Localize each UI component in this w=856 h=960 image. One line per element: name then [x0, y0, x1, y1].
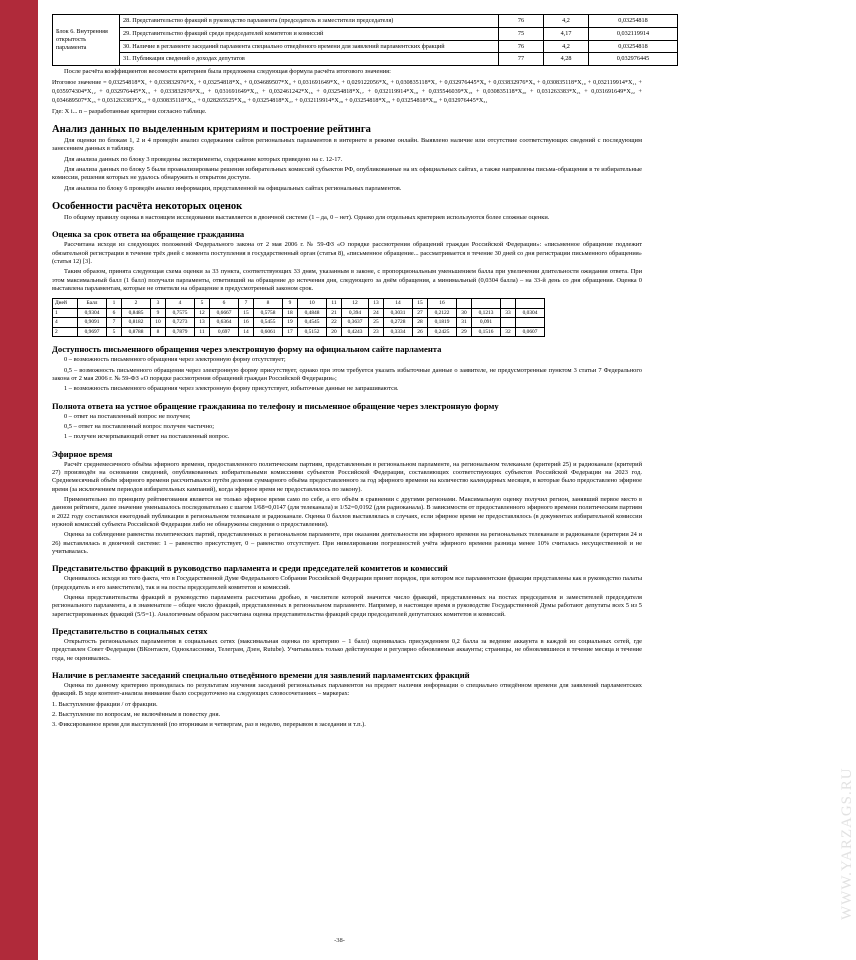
airtime-p2: Применительно по принципу рейтингования является не только эфирное время само по себе, а его объём в сравнении с другими регионами. Максимальную оценку получил регион, занявший первое место в данном рейтинге, далее значение уменьшалось последовательно с шагом 1/68=0,0147 (для телеканала) и 1/52=0,0192 (для радиоканала). В зависимости от предоставленного эфирного времени политическим партиям в 2022 году составлялся ежегодный публикации в региональном телеканале и радиоканале. Оценка 0 баллов выставлялась в случаях, если эфирное время не предоставлялось (в документах избирательной комиссии нужной комиссий субъекта Российской Федерации либо не обнаружены сведения о предоставлении).	[52, 495, 642, 528]
cell: 24	[369, 308, 384, 317]
block-label: Блок 6. Внутренняя открытость парламента	[53, 15, 120, 66]
cell: 21	[327, 308, 342, 317]
cell: 0,2122	[428, 308, 457, 317]
cell: 2	[53, 327, 78, 336]
cell: 0,697	[210, 327, 239, 336]
table-row	[53, 27, 678, 40]
cell: 0,9697	[78, 327, 107, 336]
cell: 0,3031	[384, 308, 413, 317]
cell: 0,9091	[78, 318, 107, 327]
left-color-band	[0, 0, 38, 960]
criterion-cell	[120, 27, 499, 40]
cell: 0,2425	[428, 327, 457, 336]
formula-note: Где: Х i... n – разработанные критерии согласно таблице.	[52, 107, 207, 115]
cell	[501, 299, 516, 308]
cell: 16	[428, 299, 457, 308]
cell: 32	[501, 327, 516, 336]
reglament-list-0: 1. Выступление фракции / от фракции.	[52, 700, 158, 708]
row-text: Представительство фракций в руководство парламента (председатель и заместители председателя)	[132, 17, 394, 24]
cell: 31	[457, 318, 472, 327]
cell: 13	[369, 299, 384, 308]
cell: 28	[413, 318, 428, 327]
reglament-p1: Оценка по данному критерию проводилась по результатам изучения заседаний региональных парламентов на предмет наличия информации о специально отведённом времени для заявлений парламентских фракций. В ходе контент-анализа внимание было сосредоточено на следующих словосочетаниях – маркерах:	[52, 681, 642, 698]
cell: 1	[107, 299, 122, 308]
cell: 0,1819	[428, 318, 457, 327]
cell: 14	[239, 327, 254, 336]
cell: 30	[457, 308, 472, 317]
cell: 18	[283, 308, 298, 317]
criteria-table	[52, 14, 678, 66]
cell: 13	[195, 318, 210, 327]
electronic-form-item-1: 0,5 – возможность письменного обращения через электронную форму присутствует, однако при этом требуется указать избыточные данные о заявителе, не предусмотренные пунктом 3 статьи 7 Федерального закона от 2 мая 2006 г. № 59-ФЗ «О порядке рассмотрения обращений граждан Российской Федерации»;	[52, 366, 642, 382]
cell: 6	[210, 299, 239, 308]
cell: 26	[413, 327, 428, 336]
cell: 0,5152	[298, 327, 327, 336]
cell: 8	[254, 299, 283, 308]
criterion-cell	[120, 53, 499, 66]
response-time-p1: Рассчитана исходя из следующих положений Федерального закона от 2 мая 2006 г. № 59-ФЗ «О порядке рассмотрения обращений граждан Российской Федерации»: «письменное обращение подлежит обязательной регистрации в течение трёх дней с момента поступления в государственный орган (статья 8), «письменное обращение... рассматривается в течение 30 дней со дня регистрации письменного обращения» (статья 12) [3].	[52, 241, 642, 266]
cell: 29	[457, 327, 472, 336]
table-row	[53, 308, 545, 317]
subsection-social-networks: Представительство в социальных сетях	[52, 625, 208, 636]
criterion-cell	[120, 15, 499, 28]
table-row	[53, 53, 678, 66]
analysis-p2: Для анализа данных по блоку 3 проведены эксперименты, содержание которых приведено на с. 12-17.	[64, 155, 343, 163]
value-1: 75	[499, 27, 544, 40]
subsection-answer-completeness: Полнота ответа на устное обращение гражданина по телефону и письменное обращение через электронную форму	[52, 400, 499, 411]
cell: 20	[327, 327, 342, 336]
cell: 0,7575	[166, 308, 195, 317]
row-text: Публикация сведений о доходах депутатов	[132, 55, 245, 63]
cell: 14	[384, 299, 413, 308]
cell: 12	[195, 308, 210, 317]
cell: 0,4848	[298, 308, 327, 317]
cell	[501, 318, 516, 327]
value-1: 77	[499, 53, 544, 66]
answer-item-0: 0 – ответ на поставленный вопрос не получен;	[64, 412, 191, 420]
page-content	[52, 14, 650, 730]
cell: 4	[53, 318, 78, 327]
subsection-faction-representation: Представительство фракций в руководство парламента и среди председателей комитетов и комиссий	[52, 563, 448, 574]
cell: 1	[53, 308, 78, 317]
cell: 0,4545	[298, 318, 327, 327]
criterion-cell	[120, 40, 499, 53]
cell: 12	[342, 299, 369, 308]
value-2: 4,28	[544, 53, 589, 66]
cell: 0,8485	[122, 308, 151, 317]
cell	[516, 318, 545, 327]
cell: 10	[298, 299, 327, 308]
response-time-p2: Таким образом, принята следующая схема оценки за 33 пункта, соответствующих 33 дням, указанным в законе, с пропорциональным уменьшением балла при увеличении длительности ожидания ответа. При этом максимальный балл (1 балл) получали парламенты, ответивший на обращение до истечения дня, следующего за днём обращения, а минимальный (0,0304 балла) – на 33-й день со дня обращения. Оценка 0 выставлена парламентам, которые не ответили на обращение в предусмотренный законом срок.	[52, 268, 642, 293]
cell: 6	[107, 308, 122, 317]
cell: 4	[166, 299, 195, 308]
page-number: -38-	[334, 937, 345, 944]
cell: 16	[239, 318, 254, 327]
cell: 0,7879	[166, 327, 195, 336]
airtime-p3: Оценка за соблюдение равенства политических партий, представленных в региональном парламенте, при оказании деятельности им эфирного времени на региональных телеканале и радиоканале (критерии 24 и 26) выставлялась в двоичной системе: 1 – равенство присутствует, 0 – равенство отсутствует. При нивелировании погрешностей учёта эфирного времени разница менее 10% считалась несущественной и не учитывалась.	[52, 531, 642, 555]
value-3: 0,03254818	[589, 15, 678, 28]
cell: 0,5758	[254, 308, 283, 317]
cell: 22	[327, 318, 342, 327]
value-2: 4,2	[544, 15, 589, 28]
cell: 0,7273	[166, 318, 195, 327]
subsection-reglament-time: Наличие в регламенте заседаний специально отведённого времени для заявлений парламентских фракций	[52, 669, 470, 680]
cell: 0,2728	[384, 318, 413, 327]
cell: 0,9304	[78, 308, 107, 317]
value-2: 4,2	[544, 40, 589, 53]
faction-p1: Оценивалось исходя из того факта, что в Государственной Думе Федерального Собрания Российской Федерации принят порядок, при котором все парламентские фракции представлены как в руководство палаты (председатель и его заместители), так и на посты председателей комитетов и комиссий.	[52, 575, 642, 591]
reglament-list-2: 3. Фиксированное время для выступлений (по вторникам и четвергам, раз в неделю, перерывом в заседании и т.п.).	[52, 721, 366, 729]
cell: 11	[327, 299, 342, 308]
cell: 0,6364	[210, 318, 239, 327]
cell: 15	[239, 308, 254, 317]
subsection-airtime: Эфирное время	[52, 448, 113, 459]
cell: 23	[369, 327, 384, 336]
reglament-list-1: 2. Выступление по вопросам, не включённым в повестку дня.	[52, 710, 221, 718]
table-row	[53, 318, 545, 327]
cell: 9	[151, 308, 166, 317]
cell	[457, 299, 472, 308]
cell: 2	[122, 299, 151, 308]
electronic-form-item-0: 0 – возможность письменного обращения через электронную форму отсутствует;	[64, 356, 286, 364]
cell: 0,1516	[472, 327, 501, 336]
cell: 0,8788	[122, 327, 151, 336]
faction-p2: Оценка представительства фракций в руководство парламента рассчитана дробью, в числителе которой значится число фракций, представленных на постах председателя и заместителей председателя регионального парламента, а в знаменателе – общее число фракций, представленных в региональном парламенте. Например, в настоящее время в руководстве Государственной Думы работают депутаты всех 5 из 5 зарегистрированных фракций (5/5=1). Аналогичным образом рассчитана оценка представительства фракций среди председателей депутатских комитетов и комиссий.	[52, 593, 642, 618]
cell: 0,3334	[384, 327, 413, 336]
features-p1: По общему правилу оценка в настоящем исследовании выставляется в двоичной системе (1 – да, 0 – нет). Однако для отдельных критериев используются более сложные оценки.	[64, 214, 550, 222]
section-title-analysis: Анализ данных по выделенным критериям и построение рейтинга	[52, 124, 371, 136]
analysis-p1: Для оценки по блокам 1, 2 и 4 проведён анализ содержания сайтов региональных парламентов в интернете в режиме онлайн. Выявлено наличие или отсутствие соответствующих сведений с последующим занесением данных в таблицу.	[52, 137, 642, 153]
cell: 5	[107, 327, 122, 336]
section-title-features: Особенности расчёта некоторых оценок	[52, 201, 243, 213]
cell: Балл	[78, 299, 107, 308]
subsection-electronic-form: Доступность письменного обращения через электронную форму на официальном сайте парламента	[52, 344, 442, 355]
value-3: 0,032976445	[589, 53, 678, 66]
cell: 27	[413, 308, 428, 317]
cell: 19	[283, 318, 298, 327]
cell: 17	[283, 327, 298, 336]
cell: 33	[501, 308, 516, 317]
value-3: 0,03254818	[589, 40, 678, 53]
cell: 7	[239, 299, 254, 308]
answer-item-2: 1 – получен исчерпывающий ответ на поставленный вопрос.	[64, 433, 230, 441]
cell: 5	[195, 299, 210, 308]
cell: 0,091	[472, 318, 501, 327]
cell: 8	[151, 327, 166, 336]
cell: 0,6061	[254, 327, 283, 336]
electronic-form-item-2: 1 – возможность письменного обращения через электронную форму присутствует, избыточные данные не запрашиваются.	[64, 385, 399, 393]
cell: 15	[413, 299, 428, 308]
row-text: Представительство фракций среди председателей комитетов и комиссий	[132, 29, 324, 37]
row-number: 31.	[123, 55, 131, 63]
cell: 11	[195, 327, 210, 336]
cell: Дней	[53, 299, 78, 308]
value-1: 76	[499, 15, 544, 28]
answer-item-1: 0,5 – ответ на поставленный вопрос получен частично;	[64, 422, 215, 430]
cell: 0,0607	[516, 327, 545, 336]
cell: 0,0304	[516, 308, 545, 317]
analysis-p4: Для анализа по блоку 6 проведён анализ информации, представленной на официальных сайтах региональных парламентов.	[64, 184, 402, 192]
table-row	[53, 299, 545, 308]
score-table	[52, 298, 545, 337]
cell: 25	[369, 318, 384, 327]
formula-text: Итоговое значение = 0,03254818*X₁ + 0,033832976*X₂ + 0,03254818*X₃ + 0,034689507*X₄ + 0,031691649*X₅ + 0,029122056*X₆ + 0,030835118*X₇ + 0,032976445*X₈ + 0,033832976*X₉ + 0,030835118*X₁₀ + 0,032119914*X₁₁ + 0,035974304*X₁₂ + 0,032976445*X₁₃ + 0,033832976*X₁₄ + 0,031691649*X₁₅ + 0,032461242*X₁₆ + 0,03254818*X₁₇ + 0,032119914*X₁₈ + 0,035546039*X₁₉ + 0,030835118*X₂₀ + 0,031263383*X₂₁ + 0,031691649*X₂₂ + 0,034689507*X₂₃ + 0,031263383*X₂₄ + 0,030835118*X₂₅ + 0,028265525*X₂₆ + 0,03254818*X₂₇ + 0,032119914*X₂₈ + 0,03254818*X₂₉ + 0,03254818*X₃₀ + 0,032976445*X₃₁	[52, 80, 642, 104]
row-number: 28.	[123, 17, 131, 24]
cell: 0,8182	[122, 318, 151, 327]
cell: 9	[283, 299, 298, 308]
cell: 0,1213	[472, 308, 501, 317]
cell: 0,394	[342, 308, 369, 317]
table-row	[53, 40, 678, 53]
cell	[516, 299, 545, 308]
value-3: 0,032119914	[589, 27, 678, 40]
side-url: WWW.YARZAGS.RU	[839, 767, 855, 920]
cell: 7	[107, 318, 122, 327]
cell: 3	[151, 299, 166, 308]
cell: 0,3637	[342, 318, 369, 327]
cell: 10	[151, 318, 166, 327]
table-row	[53, 15, 678, 28]
social-p1: Открытость региональных парламентов в социальных сетях (максимальная оценка по критерию – 1 балл) оценивалась присуждением 0,2 балла за ведение аккаунта в каждой из социальных сетей, где представлен Совет Федерации (ВКонтакте, Одноклассники, Телеграм, Дзен, Rutube). Учитывались только действующие и регулярно обновляемые аккаунты; страницы, не обновлявшиеся в течение месяца и течение года, не оценивались.	[52, 637, 642, 662]
airtime-p1: Расчёт среднемесячного объёма эфирного времени, предоставленного политическим партиям, представленным в региональном парламенте, на региональном телеканале (критерий 25) и радиоканале (критерий 27) производён на основании сведений, опубликованных избирательными комиссиями субъектов Российской Федерации, составляющих соответствующих субъектов Российской Федерации на 2023 год. Среднемесячный объём эфирного времени рассчитывался путём деления суммарного объёма предоставленного за год эфирного времени на количество календарных месяцев, в которые было предоставлено эфирное время (за исключением периодов избирательных кампаний), когда эфирное время не предоставлялось по закону).	[52, 460, 642, 493]
analysis-p3: Для анализа данных по блоку 5 были проанализированы решения избирательных комиссий субъектов РФ, опубликованные на их официальных сайтах, а также направлены письма-обращения в те избирательные комиссии, решения которых не удалось обнаружить в открытом доступе.	[52, 166, 642, 182]
value-2: 4,17	[544, 27, 589, 40]
row-text: Наличие в регламенте заседаний парламента специально отведённого времени для заявлений парламентских фракций	[132, 42, 445, 50]
intro-paragraph: После расчёта коэффициентов весомости критериев была предложена следующая формула расчёта итогового значения:	[64, 68, 391, 75]
row-number: 29.	[123, 29, 131, 37]
cell: 0,5455	[254, 318, 283, 327]
subsection-response-time: Оценка за срок ответа на обращение гражданина	[52, 229, 245, 240]
cell	[472, 299, 501, 308]
cell: 0,4243	[342, 327, 369, 336]
table-row	[53, 327, 545, 336]
row-number: 30.	[123, 42, 131, 50]
value-1: 76	[499, 40, 544, 53]
cell: 0,6667	[210, 308, 239, 317]
